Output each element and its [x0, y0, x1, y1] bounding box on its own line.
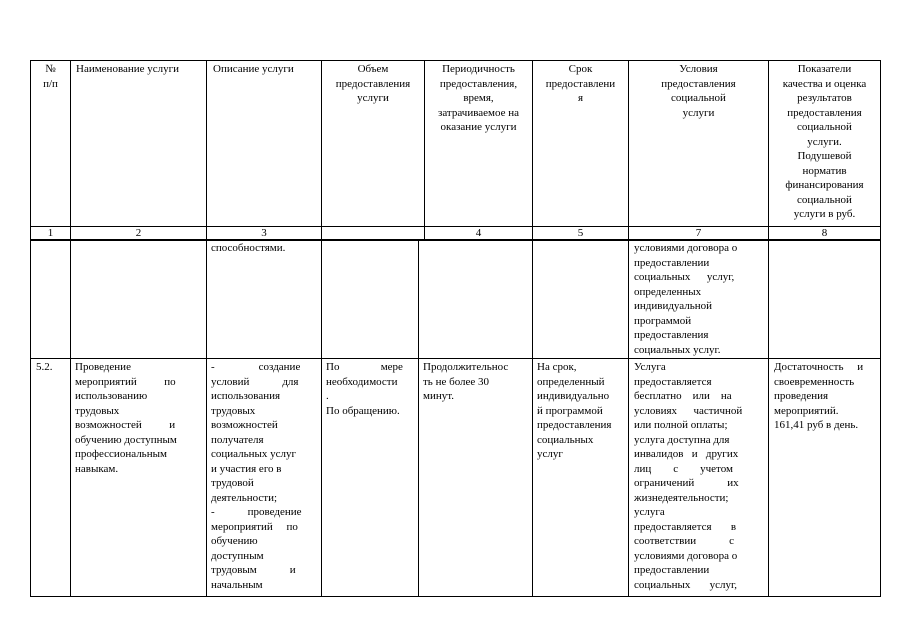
- header-volume: Объем предоставления услуги: [335, 63, 411, 104]
- table-top-border: [30, 60, 881, 61]
- header-name: Наименование услуги: [76, 63, 180, 75]
- header-indicators: Показатели качества и оценка результатов предоставления социальной услуги. Подушевой норматив финансирования социальной услуги в руб.: [782, 63, 867, 220]
- body-vline-5: [532, 240, 533, 597]
- body-vline-3: [321, 240, 322, 597]
- row-5-2-indicators: Достаточность и своевременность проведения мероприятий. 161,41 руб в день.: [774, 361, 864, 431]
- body-vline-6: [628, 240, 629, 597]
- header-num: № п/п: [43, 63, 58, 90]
- header-term: Срок предоставлени я: [545, 63, 616, 104]
- col-number-1: 1: [47, 227, 54, 239]
- row-5-2-desc: - создание условий для использования трудовых возможностей получателя социальных услуг и участия его в трудовой деятельности; - проведение мероприятий по обучению доступным трудовым и начальным: [211, 361, 302, 591]
- col-number-8: 8: [821, 227, 828, 239]
- row-5-2-volume: По мере необходимости . По обращению.: [326, 361, 403, 417]
- hdr-vline-2: [206, 60, 207, 239]
- header-conditions: Условия предоставления социальной услуги: [661, 63, 736, 119]
- body-vline-0: [30, 240, 31, 597]
- header-period: Периодичность предоставления, время, затрачиваемое на оказание услуги: [437, 63, 520, 133]
- body-vline-8: [880, 240, 881, 597]
- cont-row-conditions: условиями договора о предоставлении социальных услуг, определенных индивидуальной программой предоставления социальных услуг.: [634, 242, 738, 356]
- row-5-2-period: Продолжительнос ть не более 30 минут.: [423, 361, 509, 402]
- cont-row-desc: способностями.: [211, 242, 286, 254]
- body-vline-2: [206, 240, 207, 597]
- col-number-5: 5: [577, 227, 584, 239]
- header-desc: Описание услуги: [213, 63, 294, 75]
- table-bottom-border: [30, 596, 881, 597]
- body-vline-1: [70, 240, 71, 597]
- body-vline-7: [768, 240, 769, 597]
- col-number-2: 2: [135, 227, 142, 239]
- col-number-7: 7: [695, 227, 702, 239]
- row-5-2-num: 5.2.: [36, 361, 53, 373]
- body-vline-4: [418, 240, 419, 597]
- col-number-3: 3: [261, 227, 267, 239]
- hdr-vline-8: [880, 60, 881, 239]
- hdr-vline-1: [70, 60, 71, 239]
- row-5-2-name: Проведение мероприятий по использованию трудовых возможностей и обучению доступным профессиональным навыкам.: [75, 361, 177, 475]
- row-5-2-conditions: Услуга предоставляется бесплатно или на условиях частичной или полной оплаты; услуга доступна для инвалидов и других лиц с учетом ограничений их жизнедеятельности; услуга предоставляется в соответствии с условиями договора о предоставлении социальных услуг,: [634, 361, 743, 591]
- row-5-2-term: На срок, определенный индивидуально й программой предоставления социальных услуг: [537, 361, 612, 460]
- row-divider: [30, 358, 881, 359]
- col-number-4: 4: [475, 227, 482, 239]
